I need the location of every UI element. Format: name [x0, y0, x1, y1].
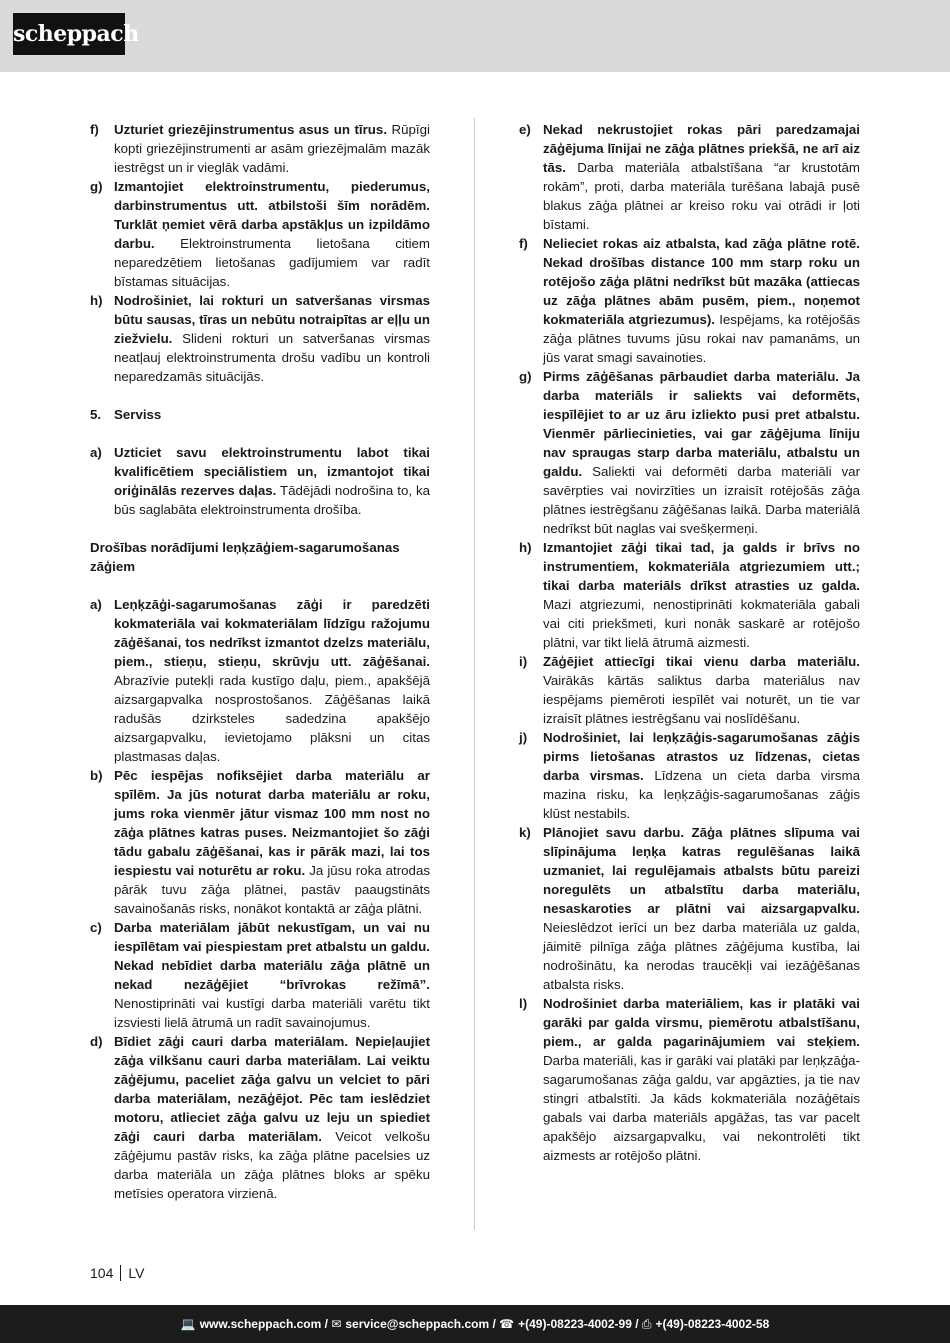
- item-text: Izmantojiet zāģi tikai tad, ja galds ir brīvs no instrumentiem, kokmateriāla atgriezumiem utt.; tikai darba materiāls drīkst atrasties uz galda. Mazi atgriezumi, nenostiprināti kokmateriāla gabali vai citi priekšmeti, kuri nonāk saskarē ar rotējošo plātni, var tikt lielā ātrumā aizmesti.: [543, 540, 860, 650]
- fax-icon: ⎙: [641, 1316, 652, 1331]
- rule-item-k: [519, 823, 860, 994]
- item-label: g): [90, 179, 103, 194]
- item-text: Darba materiālam jābūt nekustīgam, un vai nu iespīlētam vai piespiestam pret atbalstu un galdu. Nekad nebīdiet darba materiālu zāģa plātnē un nekad nezāģējiet “brīvrokas režīmā”. Nenostiprināti vai kustīgi darba materiāli varētu tikt izsviesti lielā ātrumā un radīt savainojumus.: [114, 920, 430, 1030]
- item-label: h): [519, 540, 532, 555]
- item-text: Pirms zāģēšanas pārbaudiet darba materiālu. Ja darba materiāls ir saliekts vai deformēts, iespīlējiet to ar uz āru izliekto pusi pret atbalstu. Vienmēr pārliecinieties, vai gar zāģējuma līniju nav spraugas starp darba materiālu, atbalstu un galdu. Saliekti vai deformēti darba materiāli var savērpties vai novirzīties un izraisīt rotējošās zāģa plātnes iestrēgšanu zāģēšanas laikā. Darba materiālā nedrīkst būt naglas vai svešķermeņi.: [543, 369, 860, 536]
- page-number: 104: [90, 1265, 114, 1281]
- rule-item-f: [90, 120, 430, 177]
- item-text: Uzticiet savu elektroinstrumentu labot tikai kvalificētiem speciālistiem un, izmantojot tikai oriģinālās rezerves daļas. Tādējādi nodrošina to, ka būs saglabāta elektroinstrumenta drošība.: [114, 445, 430, 517]
- language-code: LV: [128, 1265, 145, 1281]
- item-label: d): [90, 1034, 103, 1049]
- right-column: [519, 120, 860, 1165]
- item-label: k): [519, 825, 531, 840]
- column-divider: [474, 118, 475, 1230]
- item-label: c): [90, 920, 102, 935]
- item-label: e): [519, 122, 531, 137]
- rule-item-f: [519, 234, 860, 367]
- item-text: Izmantojiet elektroinstrumentu, piederumus, darbinstrumentus utt. atbilstoši šīm norādēm. Turklāt ņemiet vērā darba apstākļus un izpildāmo darbu. Elektroinstrumenta lietošana citiem neparedzētiem lietošanas gadījumiem var radīt bīstamas situācijas.: [114, 179, 430, 289]
- item-text: Zāģējiet attiecīgi tikai vienu darba materiālu. Vairākās kārtās saliktus darba materiālus nav iespējams piemēroti iespīlēt vai noturēt, un tie var izraisīt plātnes iestrēgšanu vai noslīdēšanu.: [543, 654, 860, 726]
- email-link[interactable]: service@scheppach.com: [345, 1317, 490, 1331]
- item-text: Pēc iespējas nofiksējiet darba materiālu ar spīlēm. Ja jūs noturat darba materiālu ar roku, jums roka vienmēr jātur vismaz 100 mm nost no zāģa plātnes katras puses. Neizmantojiet šo zāģi tādu gabalu zāģēšanai, kas ir pārāk mazi, lai tos iespiestu vai noturētu ar roku. Ja jūsu roka atrodas pārāk tuvu zāģa plātnei, pastāv paaugstināts savainošanās risks, nonākot kontaktā ar zāģa plātni.: [114, 768, 430, 916]
- item-text: Nodrošiniet, lai rokturi un satveršanas virsmas būtu sausas, tīras un nebūtu notraipītas ar eļļu un ziežvielu. Slideni rokturi un satveršanas virsmas neatļauj elektroinstrumenta drošu vadību un kontroli neparedzamās situācijās.: [114, 293, 430, 384]
- phone-number: +(49)-08223-4002-99: [518, 1317, 632, 1331]
- item-text: Nodrošiniet, lai leņķzāģis-sagarumošanas zāģis pirms lietošanas atrastos uz līdzenas, cietas darba virsmas. Līdzena un cieta darba virsma mazina risku, ka leņķzāģis-sagarumošanas zāģis klūst nestabils.: [543, 730, 861, 821]
- email-icon: ✉: [331, 1317, 342, 1331]
- page-footer: [90, 1265, 144, 1281]
- left-column: [90, 120, 430, 1203]
- rule-item-i: [519, 652, 860, 728]
- item-label: f): [90, 122, 99, 137]
- item-label: f): [519, 236, 528, 251]
- brand-logo: scheppach: [13, 13, 125, 55]
- rule-item-g: [90, 177, 430, 291]
- rule-item-h: [90, 291, 430, 386]
- item-label: b): [90, 768, 103, 783]
- rule-item-h: [519, 538, 860, 652]
- rule-item-a: [90, 595, 430, 766]
- item-label: g): [519, 369, 532, 384]
- item-label: a): [90, 597, 102, 612]
- item-text: Plānojiet savu darbu. Zāģa plātnes slīpuma vai slīpinājuma leņķa katras regulēšanas laikā uzmaniet, lai regulējamais atbalsts būtu pareizi noregulēts un atbalstītu darba materiālu, nesaskaroties ar plātni vai aizsargapvalku. Neieslēdzot ierīci un bez darba materiāla uz galda, jāimitē pilnīga zāģa plātnes zāģējuma kustība, lai nodrošinātu, ka nerodas traucēkļi vai iezāģēšanas atbalsta risks.: [543, 825, 860, 992]
- item-label: h): [90, 293, 103, 308]
- rule-item-d: [90, 1032, 430, 1203]
- item-text: Bīdiet zāģi cauri darba materiālam. Nepieļaujiet zāģa vilkšanu cauri darba materiālam. Lai veiktu zāģējumu, paceliet zāģa galvu un velciet to pāri darba materiālam, nezāģējot. Pēc tam ieslēdziet motoru, atlieciet zāģa galvu uz leju un spiediet zāģi cauri darba materiālam. Veicot velkošu zāģējumu pastāv risks, ka zāģa plātne pacelsies uz darba materiāla un zāģa plātnes bloks ar spēku metīsies operatora virzienā.: [114, 1034, 430, 1201]
- rule-item-b: [90, 766, 430, 918]
- rule-item-g: [519, 367, 860, 538]
- laptop-icon: 💻: [180, 1317, 196, 1331]
- rule-item-j: [519, 728, 860, 823]
- rule-item-l: [519, 994, 860, 1165]
- service-item-a: [90, 443, 430, 519]
- page-divider: [120, 1265, 121, 1281]
- fax-number: +(49)-08223-4002-58: [655, 1317, 770, 1331]
- safety-heading: Drošības norādījumi leņķzāģiem-sagarumošanas zāģiem: [90, 540, 400, 574]
- item-label: l): [519, 996, 528, 1011]
- rule-item-c: [90, 918, 430, 1032]
- item-label: a): [90, 445, 102, 460]
- item-label: i): [519, 654, 528, 669]
- section-heading-service: 5. Serviss: [90, 407, 162, 422]
- item-text: Uzturiet griezējinstrumentus asus un tīrus. Rūpīgi kopti griezējinstrumenti ar asām griezējmalām mazāk iestrēgst un ir vieglāk vadāmi.: [114, 122, 430, 175]
- item-label: j): [519, 730, 528, 745]
- website-link[interactable]: www.scheppach.com: [199, 1317, 322, 1331]
- item-text: Nelieciet rokas aiz atbalsta, kad zāģa plātne rotē. Nekad drošības distance 100 mm starp roku un rotējošo zāģa plātni nedrīkst būt mazāka (attiecas uz zāģa plātnes abām pusēm, piem., noņemot kokmateriāla atgriezumus). Iespējams, ka rotējošās zāģa plātnes tuvums jūsu rokai nav pamanāms, un jūs varat smagi savainoties.: [543, 236, 860, 365]
- header-band: [0, 0, 950, 72]
- item-text: Nodrošiniet darba materiāliem, kas ir platāki vai garāki par galda virsmu, piemērotu atbalstīšanu, piem., ar galda pagarinājumiem vai steķiem. Darba materiāli, kas ir garāki vai platāki par leņķzāģa-sagarumošanas zāģa galdu, var apgāzties, ja tie nav stingri atbalstīti. Ja kāds kokmateriāla nozāģētais gabals vai darba materiāls apgāžas, tas var pacelt apakšējo aizsargapvalku, vai nekontrolēti tikt aizmests ar rotējošo plātni.: [543, 996, 860, 1163]
- rule-item-e: [519, 120, 860, 234]
- item-text: Leņķzāģi-sagarumošanas zāģi ir paredzēti kokmateriāla vai kokmateriālam līdzīgu ražojumu zāģēšanai, tos nedrīkst izmantot dzelzs materiālu, piem., stieņu, stieņu, skrūvju utt. zāģēšanai. Abrazīvie putekļi rada kustīgo daļu, piem., apakšējā aizsargapvalka nosprostošanos. Zāģēšanas laikā radušās dzirksteles sadedzina apakšējo aizsargapvalku, ievietojamo plāksni un citas plastmasas daļas.: [114, 597, 430, 764]
- item-text: Nekad nekrustojiet rokas pāri paredzamajai zāģējuma līnijai ne zāģa plātnes priekšā, ne arī aiz tās. Darba materiāla atbalstīšana “ar krustotām rokām”, proti, darba materiāla turēšana labajā pusē blakus zāģa plātnei ar kreiso roku vai otrādi ir ļoti bīstami.: [543, 122, 860, 232]
- phone-icon: ☎: [499, 1317, 515, 1331]
- contact-footer: 💻 www.scheppach.com / ✉ service@scheppach.com / ☎ +(49)-08223-4002-99 / ⎙ +(49)-08223-4002-58: [0, 1305, 950, 1343]
